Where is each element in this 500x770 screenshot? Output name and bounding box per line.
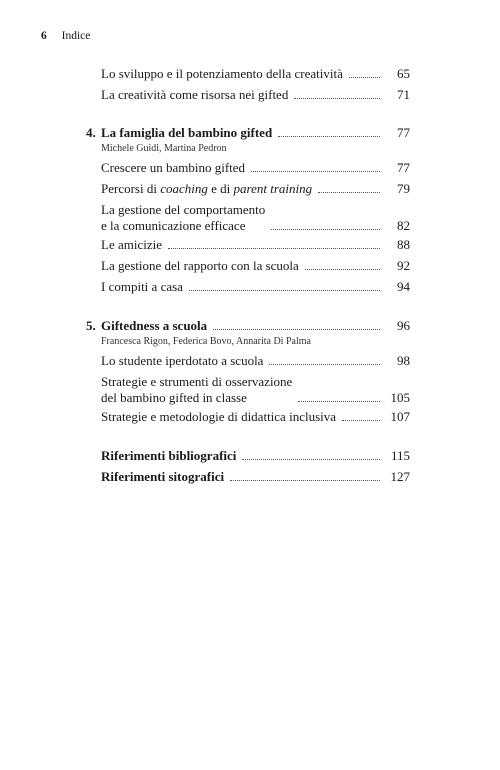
toc-entry[interactable] (101, 353, 410, 369)
dot-leader (230, 479, 380, 481)
dot-leader (213, 328, 380, 330)
toc-entry-title: I compiti a casa (101, 279, 183, 294)
dot-leader (305, 268, 380, 270)
dot-leader (294, 97, 380, 99)
running-header (41, 30, 90, 42)
toc-entry-page: 71 (397, 87, 410, 102)
dot-leader (189, 289, 380, 291)
toc-entry-title: Riferimenti sitografici (101, 469, 225, 484)
toc-entry-page: 94 (397, 279, 410, 294)
toc-entry-title: Crescere un bambino gifted (101, 160, 246, 175)
running-header-title: Indice (61, 30, 91, 42)
toc-entry-title: Strategie e metodologie di didattica inclusiva (101, 409, 337, 424)
toc-entry[interactable] (101, 66, 410, 82)
dot-leader (278, 135, 380, 137)
toc-entry-title: La gestione del comportamento e la comunicazione efficace (101, 202, 266, 233)
toc-entry-page: 105 (390, 390, 410, 405)
toc-entry-page: 82 (397, 218, 410, 233)
chapter-number: 4. (86, 125, 96, 140)
toc-entry-page: 65 (397, 66, 410, 81)
toc-entry[interactable] (101, 160, 410, 176)
dot-leader (349, 76, 380, 78)
toc-entry-title: Riferimenti bibliografici (101, 448, 237, 463)
toc-entry-title: La creatività come risorsa nei gifted (101, 87, 289, 102)
dot-leader (269, 363, 380, 365)
toc-entry-title: Le amicizie (101, 237, 162, 252)
dot-leader (251, 170, 380, 172)
toc-entry-title: Lo studente iperdotato a scuola (101, 353, 264, 368)
toc-entry-references[interactable] (101, 448, 410, 464)
toc-entry[interactable] (101, 237, 410, 253)
toc-entry-title: Lo sviluppo e il potenziamento della creatività (101, 66, 343, 81)
dot-leader (298, 400, 380, 402)
toc-entry[interactable] (101, 258, 410, 274)
toc-entry[interactable] (101, 181, 410, 197)
toc-entry[interactable] (101, 279, 410, 295)
page-number: 6 (41, 30, 47, 42)
toc-entry-title: La gestione del rapporto con la scuola (101, 258, 299, 273)
dot-leader (242, 458, 380, 460)
toc-entry[interactable] (101, 202, 410, 234)
toc-entry-page: 96 (397, 318, 410, 333)
toc-entry-page: 92 (397, 258, 410, 273)
toc-entry-page: 115 (390, 448, 410, 463)
toc-entry[interactable] (101, 87, 410, 103)
toc-entry-page: 98 (397, 353, 410, 368)
toc-entry-page: 77 (397, 125, 410, 140)
toc-entry-title: La famiglia del bambino gifted (101, 125, 273, 140)
toc-entry-page: 107 (390, 409, 410, 424)
toc-chapter-entry[interactable] (101, 125, 410, 141)
toc-chapter-entry[interactable] (101, 318, 410, 334)
toc-entry-page: 127 (390, 469, 410, 484)
dot-leader (271, 228, 380, 230)
toc-entry-page: 88 (397, 237, 410, 252)
dot-leader (168, 247, 380, 249)
dot-leader (342, 419, 380, 421)
toc-entry-page: 77 (397, 160, 410, 175)
toc-entry-page: 79 (397, 181, 410, 196)
toc-entry[interactable] (101, 374, 410, 406)
dot-leader (318, 191, 380, 193)
toc-entry-title: Giftedness a scuola (101, 318, 208, 333)
toc-entry-web-references[interactable] (101, 469, 410, 485)
toc-entry[interactable] (101, 409, 410, 425)
toc-entry-title: Percorsi di coaching e di parent training (101, 181, 313, 196)
toc-entry-title: Strategie e strumenti di osservazione del bambino gifted in classe (101, 374, 293, 405)
chapter-authors: Michele Guidi, Martina Pedron (101, 143, 227, 154)
chapter-number: 5. (86, 318, 96, 333)
chapter-authors: Francesca Rigon, Federica Bovo, Annarita Di Palma (101, 336, 311, 347)
